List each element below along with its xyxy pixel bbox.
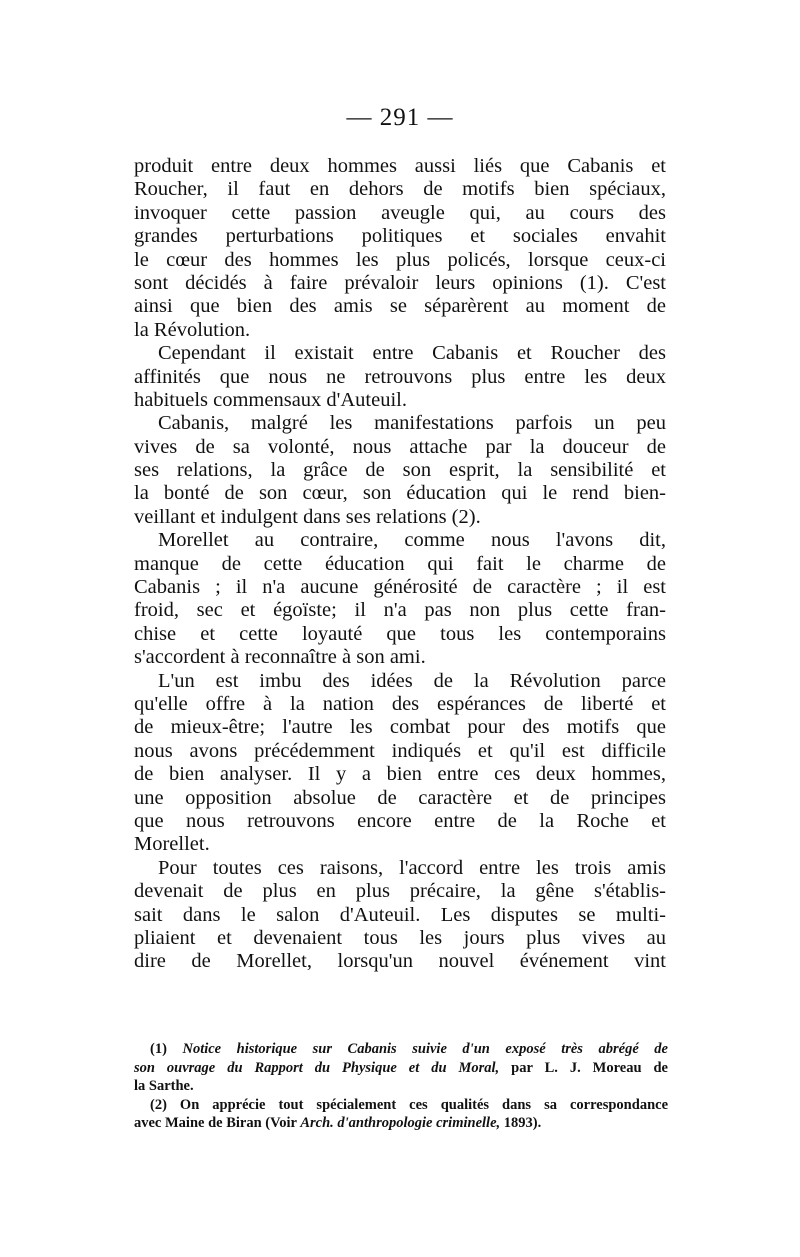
text-line: devenait de plus en plus précaire, la gêne s'établis- [134,880,666,903]
body-text [134,155,666,974]
text-line: dire de Morellet, lorsqu'un nouvel événement vint [134,950,666,973]
text-line: la Révolution. [134,318,251,341]
text-line: ainsi que bien des amis se séparèrent au moment de [134,295,666,318]
footnote-2-line-2-italic: Arch. d'anthropologie criminelle, [300,1115,501,1132]
text-line: L'un est imbu des idées de la Révolution parce [158,669,666,692]
text-line: qu'elle offre à la nation des espérances de liberté et [134,692,666,715]
text-line: Morellet au contraire, comme nous l'avons dit, [158,529,666,552]
footnote-1-line-2-rest: par L. J. Moreau de [511,1059,668,1076]
text-line: affinités que nous ne retrouvons plus entre les deux [134,365,666,388]
footnote-1-title: Notice historique sur Cabanis suivie d'un exposé très abrégé de [182,1041,668,1057]
text-line: le cœur des hommes les plus policés, lorsque ceux-ci [134,248,666,271]
text-line: Morellet. [134,833,210,856]
text-line: Cabanis, malgré les manifestations parfois un peu [158,412,666,435]
text-line: produit entre deux hommes aussi liés que Cabanis et [134,155,666,177]
text-line: une opposition absolue de caractère et de principes [134,786,666,809]
text-line: de bien analyser. Il y a bien entre ces deux hommes, [134,763,666,786]
text-line: sait dans le salon d'Auteuil. Les disputes se multi- [134,903,666,926]
text-line: que nous retrouvons encore entre de la Roche et [134,809,666,832]
text-line: sont décidés à faire prévaloir leurs opinions (1). C'est [134,271,666,294]
text-line: pliaient et devenaient tous les jours plus vives au [134,926,666,949]
footnote-2-line-2-end: 1893). [503,1115,542,1132]
text-line: Cabanis ; il n'a aucune générosité de caractère ; il est [134,576,666,599]
text-line: ses relations, la grâce de son esprit, la sensibilité et [134,459,666,482]
text-line: vives de sa volonté, nous attache par la douceur de [134,435,666,458]
footnote-1-line-1 [134,1040,668,1059]
text-line: nous avons précédemment indiqués et qu'il est difficile [134,739,666,762]
text-line: la bonté de son cœur, son éducation qui le rend bien- [134,482,666,505]
text-line: de mieux-être; l'autre les combat pour des motifs que [134,716,666,739]
footnote-2-line-2 [134,1114,668,1133]
footnote-1-line-2-italic: son ouvrage du Rapport du Physique et du Moral, [134,1059,500,1076]
text-line: chise et cette loyauté que tous les contemporains [134,622,666,645]
footnote-1-line-3: la Sarthe. [134,1078,194,1095]
text-line: veillant et indulgent dans ses relations (2). [134,505,481,528]
footnotes [134,1040,668,1133]
footnote-2-line-2-start: avec Maine de Biran (Voir [134,1115,297,1132]
text-line: habituels commensaux d'Auteuil. [134,388,407,411]
page-number: — 291 — [346,104,454,131]
text-line: froid, sec et égoïste; il n'a pas non plus cette fran- [134,599,666,622]
text-line: Pour toutes ces raisons, l'accord entre les trois amis [158,856,666,879]
text-line: invoquer cette passion aveugle qui, au cours des [134,201,666,224]
text-line: s'accordent à reconnaître à son ami. [134,646,426,669]
footnote-1-line-2 [134,1059,668,1078]
text-line: manque de cette éducation qui fait le charme de [134,552,666,575]
text-line: Cependant il existait entre Cabanis et Roucher des [158,342,666,365]
footnote-2-line-1: (2) On apprécie tout spécialement ces qualités dans sa correspondance [150,1096,668,1113]
text-line: Roucher, il faut en dehors de motifs bien spéciaux, [134,178,666,201]
footnote-1-marker: (1) [150,1041,167,1057]
text-line: grandes perturbations politiques et sociales envahit [134,225,666,248]
